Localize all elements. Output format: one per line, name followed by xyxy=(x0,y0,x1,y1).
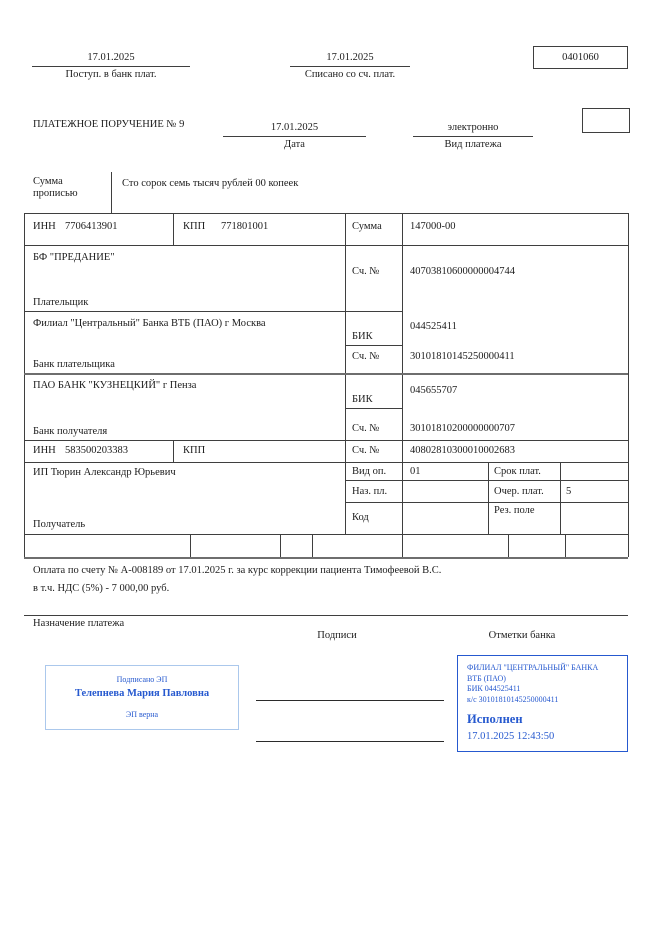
payer-bank-corr-value: 30101810145250000411 xyxy=(410,351,515,362)
stamp-datetime: 17.01.2025 12:43:50 xyxy=(467,731,555,742)
signature-line-2 xyxy=(256,741,444,742)
row-line-receiver-bank xyxy=(24,440,628,441)
stamp-bank-corr-account: к/с 30101810145250000411 xyxy=(467,694,559,704)
payer-bank-label: Банк плательщика xyxy=(33,359,115,370)
stamp-bank-bik: БИК 044525411 xyxy=(467,684,521,693)
esign-signer-name: Телепнева Мария Павловна xyxy=(74,688,210,699)
receiver-label: Получатель xyxy=(33,519,86,530)
value-column-border xyxy=(402,213,403,557)
bik-divider-receiver xyxy=(345,408,402,409)
amount-in-words: Сто сорок семь тысяч рублей 00 копеек xyxy=(122,178,299,189)
payer-bank-bik-value: 044525411 xyxy=(410,321,457,332)
esign-signed-label: Подписано ЭП xyxy=(116,675,168,684)
form-code: 0401060 xyxy=(562,52,599,63)
receiver-bank-corr-label: Сч. № xyxy=(352,423,380,434)
purpose-underline xyxy=(24,615,628,616)
vid-op-value: 01 xyxy=(410,466,421,477)
payer-bank-corr-label: Сч. № xyxy=(352,351,380,362)
kod-label: Код xyxy=(352,512,369,523)
receiver-bank-label: Банк получателя xyxy=(33,426,108,437)
tax-cell-divider-4 xyxy=(508,534,509,557)
receiver-kpp-label: КПП xyxy=(183,445,206,456)
table-right-border xyxy=(628,213,629,557)
signature-line-1 xyxy=(256,700,444,701)
empty-code-box xyxy=(582,108,630,133)
payer-inn-label: ИНН xyxy=(33,221,56,232)
row-line-vid-op xyxy=(345,480,628,481)
srok-plat-label: Срок плат. xyxy=(494,466,541,477)
payment-kind-label: Вид платежа xyxy=(444,139,502,150)
doc-date-value: 17.01.2025 xyxy=(270,122,319,133)
tax-cell-divider-1 xyxy=(190,534,191,557)
ocher-plat-label: Очер. плат. xyxy=(494,486,544,497)
payer-account-value: 40703810600000004744 xyxy=(410,266,515,277)
row-line-receiver xyxy=(24,534,628,535)
payer-label: Плательщик xyxy=(33,297,89,308)
tax-cell-divider-2 xyxy=(280,534,281,557)
purpose-line-2: в т.ч. НДС (5%) - 7 000,00 руб. xyxy=(33,583,170,594)
inn-kpp-divider-receiver xyxy=(173,440,174,462)
row-line-top xyxy=(24,213,628,214)
payer-kpp-label: КПП xyxy=(183,221,206,232)
sum-value: 147000-00 xyxy=(410,221,456,232)
table-left-border xyxy=(24,213,25,557)
sum-label: Сумма xyxy=(352,221,382,232)
row-line-inn xyxy=(24,245,628,246)
receiver-inn-label: ИНН xyxy=(33,445,56,456)
receiver-inn-value: 583500203383 xyxy=(65,445,128,456)
received-label: Поступ. в банк плат. xyxy=(65,69,157,80)
op-columns-divider-2 xyxy=(560,462,561,534)
rez-pole-label: Рез. поле xyxy=(494,505,535,516)
doc-date-underline xyxy=(223,136,366,137)
debited-date: 17.01.2025 xyxy=(326,52,374,63)
row-line-payer xyxy=(24,311,402,312)
stamp-status: Исполнен xyxy=(467,712,523,726)
form-code-box xyxy=(533,46,628,69)
receiver-name: ИП Тюрин Александр Юрьевич xyxy=(33,467,176,478)
receiver-bank-corr-value: 30101810200000000707 xyxy=(410,423,515,434)
amount-words-divider xyxy=(111,172,112,213)
row-line-payer-bank xyxy=(24,373,628,375)
receiver-bank-name: ПАО БАНК "КУЗНЕЦКИЙ" г Пенза xyxy=(33,380,197,391)
payment-kind-underline xyxy=(413,136,533,137)
bik-divider-payer xyxy=(345,345,402,346)
debited-label: Списано со сч. плат. xyxy=(304,69,396,80)
payer-kpp-value: 771801001 xyxy=(221,221,269,232)
received-date-underline xyxy=(32,66,190,67)
doc-date-label: Дата xyxy=(284,139,305,150)
payer-inn-value: 7706413901 xyxy=(65,221,118,232)
vid-op-label: Вид оп. xyxy=(352,466,387,477)
amount-in-words-label: Сумма прописью xyxy=(33,176,78,199)
tax-cell-divider-5 xyxy=(565,534,566,557)
inn-kpp-divider-payer xyxy=(173,213,174,245)
stamp-bank-name-line-2: ВТБ (ПАО) xyxy=(467,673,506,683)
op-columns-divider-1 xyxy=(488,462,489,534)
bank-marks-label: Отметки банка xyxy=(488,630,556,641)
row-line-tax-fields xyxy=(24,557,628,559)
row-line-naz-pl xyxy=(345,502,628,503)
row-line-receiver-inn xyxy=(24,462,628,463)
purpose-line-1: Оплата по счету № А-008189 от 17.01.2025 г. за курс коррекции пациента Тимофеевой В.С. xyxy=(33,565,442,576)
receiver-account-label: Сч. № xyxy=(352,445,380,456)
document-title: ПЛАТЕЖНОЕ ПОРУЧЕНИЕ № 9 xyxy=(33,119,185,130)
stamp-bank-name-line-1: ФИЛИАЛ "ЦЕНТРАЛЬНЫЙ" БАНКА xyxy=(467,663,599,672)
tax-cell-divider-3 xyxy=(312,534,313,557)
receiver-account-value: 40802810300010002683 xyxy=(410,445,515,456)
debited-date-underline xyxy=(290,66,410,67)
payment-kind-value: электронно xyxy=(447,122,499,133)
receiver-bank-bik-label: БИК xyxy=(352,394,373,405)
signatures-label: Подписи xyxy=(317,630,357,641)
payer-bank-bik-label: БИК xyxy=(352,331,373,342)
esign-valid-label: ЭП верна xyxy=(125,710,159,719)
payer-account-label: Сч. № xyxy=(352,266,380,277)
bank-execution-stamp xyxy=(457,655,628,752)
payer-bank-name: Филиал "Центральный" Банка ВТБ (ПАО) г Москва xyxy=(33,318,266,329)
receiver-bank-bik-value: 045655707 xyxy=(410,385,458,396)
esign-stamp xyxy=(45,665,239,730)
received-date: 17.01.2025 xyxy=(87,52,135,63)
ocher-plat-value: 5 xyxy=(566,486,572,497)
naz-pl-label: Наз. пл. xyxy=(352,486,388,497)
payer-name: БФ "ПРЕДАНИЕ" xyxy=(33,252,115,263)
purpose-label: Назначение платежа xyxy=(33,618,125,629)
